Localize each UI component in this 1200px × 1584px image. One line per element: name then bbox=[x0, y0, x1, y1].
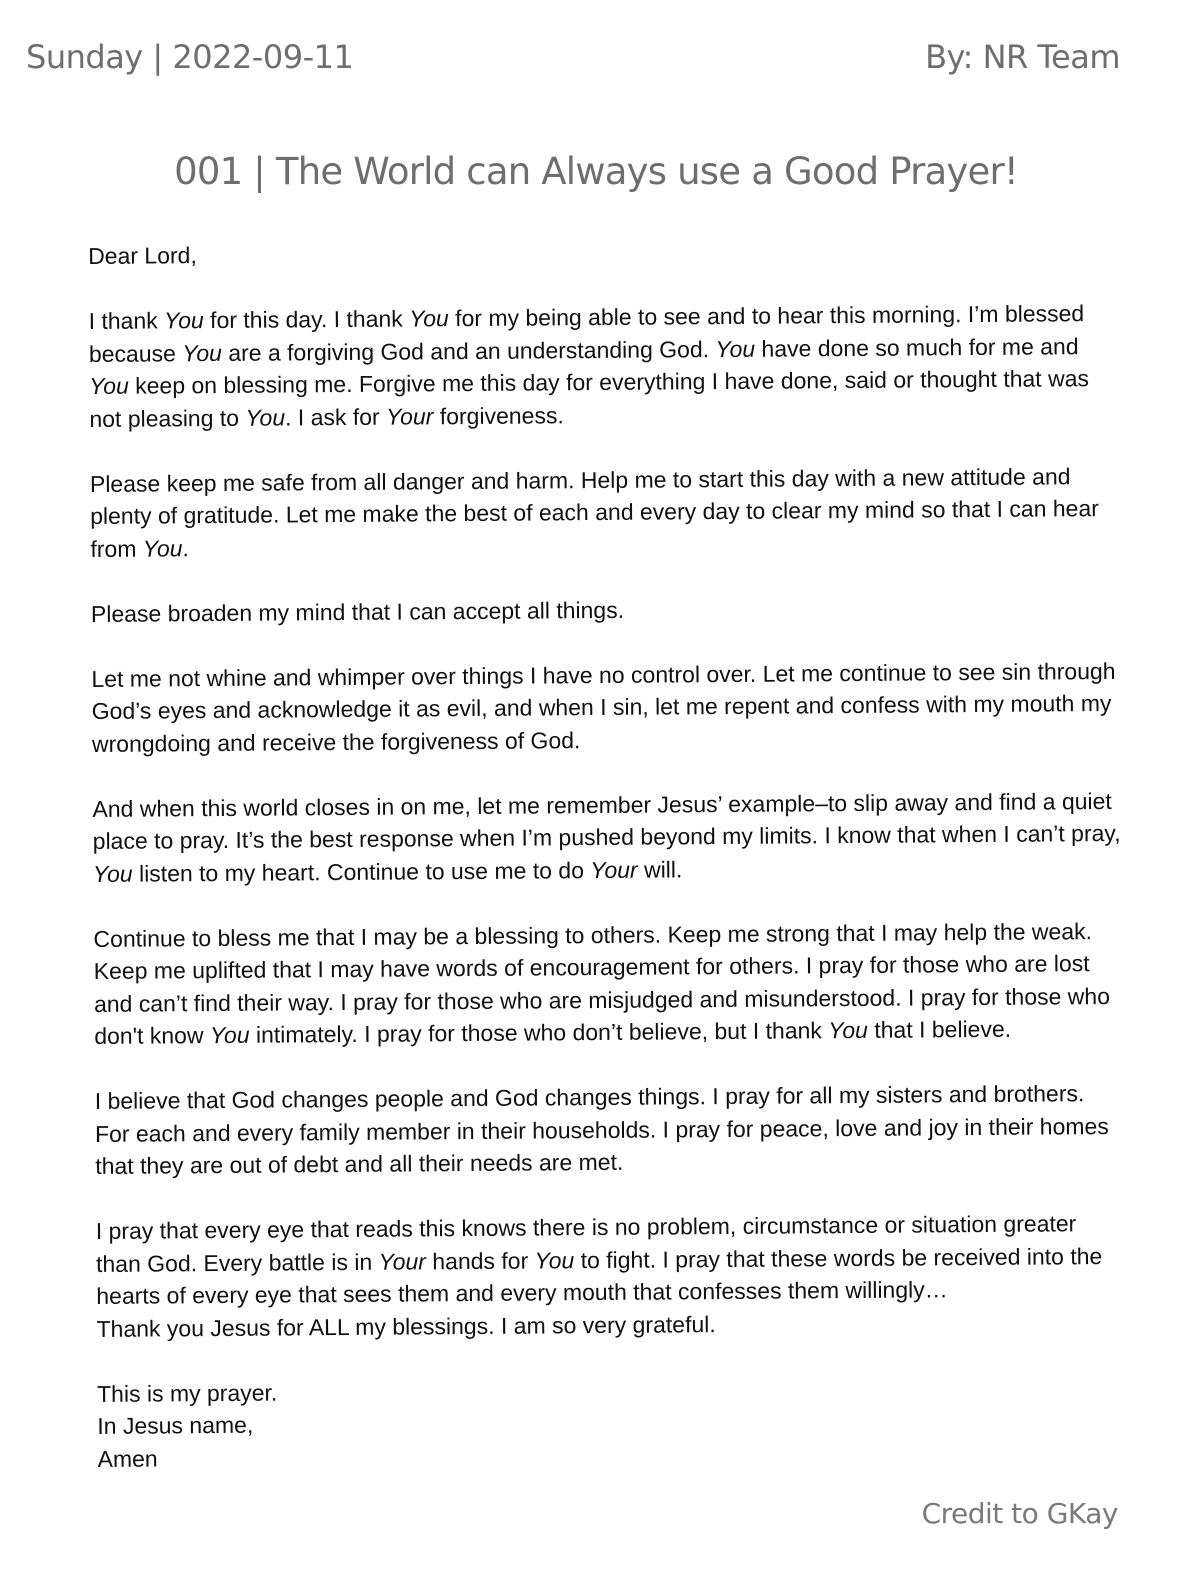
emphasized-word: You bbox=[209, 1021, 250, 1049]
text-run: And when this world closes in on me, let me remember Jesus’ example–to slip away and find a quiet place to pray. It’s the best response when I’m pushed beyond my limits. I know that when I can’t pray, bbox=[92, 787, 1121, 854]
closing-line: In Jesus name, bbox=[97, 1411, 254, 1439]
prayer-paragraph bbox=[96, 1207, 1127, 1313]
text-run: intimately. I pray for those who don’t believe, but I thank bbox=[249, 1017, 829, 1048]
post-date: Sunday | 2022-09-11 bbox=[26, 38, 354, 76]
text-run: have done so much for me and bbox=[755, 332, 1079, 362]
text-run: Please keep me safe from all danger and harm. Help me to start this day with a new attitude and plenty of gratitude. Let me make the best of each and every day to clear my mind so that I can hear from bbox=[89, 462, 1099, 562]
emphasized-word: You bbox=[245, 403, 286, 431]
salutation: Dear Lord, bbox=[88, 242, 197, 269]
emphasized-word: You bbox=[828, 1016, 869, 1044]
page-title: 001 | The World can Always use a Good Prayer! bbox=[174, 150, 1018, 193]
emphasized-word: You bbox=[92, 860, 133, 887]
closing-line: This is my prayer. bbox=[96, 1379, 278, 1407]
emphasized-word: You bbox=[182, 339, 223, 366]
emphasized-word: You bbox=[89, 372, 129, 399]
emphasized-word: You bbox=[409, 305, 449, 332]
emphasized-word: Your bbox=[385, 402, 434, 430]
prayer-paragraphs bbox=[89, 297, 1127, 1313]
text-run: hands for bbox=[425, 1247, 535, 1274]
text-run: I thank bbox=[88, 307, 165, 334]
prayer-paragraph bbox=[95, 1077, 1126, 1183]
text-run: . bbox=[182, 534, 189, 561]
text-run: Continue to bless me that I may be a blessing to others. Keep me strong that I may help the weak. Keep me uplifted that I may have words of encouragement for others. I pray for those who are lost and can’t find their way. I pray for those who are misjudged and misunderstood. I pray for those who don't know bbox=[93, 917, 1111, 1049]
text-run: are a forgiving God and an understanding God. bbox=[221, 335, 716, 366]
text-run: that I believe. bbox=[867, 1015, 1012, 1043]
text-run: . I ask for bbox=[284, 403, 387, 430]
text-run: I believe that God changes people and God changes things. I pray for all my sisters and brothers. For each and every family member in their households. I pray for peace, love and joy in their homes that they are out of debt and all their needs are met. bbox=[94, 1080, 1109, 1179]
post-author: By: NR Team bbox=[925, 38, 1120, 76]
emphasized-word: Your bbox=[590, 856, 638, 883]
text-run: for my being able to see and to hear this morning. I’m blessed because bbox=[88, 300, 1085, 367]
emphasized-word: Your bbox=[378, 1247, 427, 1275]
text-run: forgiveness. bbox=[433, 401, 564, 429]
text-run: keep on blessing me. Forgive me this day for everything I have done, said or thought that was not pleasing to bbox=[89, 365, 1090, 432]
emphasized-word: You bbox=[142, 534, 183, 562]
closing-line: Amen bbox=[97, 1444, 158, 1472]
prayer-paragraph bbox=[89, 297, 1120, 435]
prayer-paragraph bbox=[92, 784, 1123, 890]
emphasized-word: You bbox=[534, 1246, 575, 1274]
emphasized-word: You bbox=[715, 335, 756, 362]
prayer-letter bbox=[88, 232, 1128, 1475]
prayer-paragraph bbox=[91, 654, 1122, 760]
text-run: for this day. I thank bbox=[203, 305, 410, 334]
text-run: will. bbox=[637, 855, 683, 883]
text-run: to fight. I pray that these words be received into the hearts of every eye that sees them and every mouth that confesses them willingly… bbox=[96, 1242, 1103, 1309]
thanks-line: Thank you Jesus for ALL my blessings. I am so very grateful. bbox=[96, 1310, 716, 1342]
prayer-paragraph bbox=[93, 914, 1124, 1052]
credit-text: Credit to GKay bbox=[921, 1497, 1118, 1530]
text-run: Let me not whine and whimper over things I have no control over. Let me continue to see sin through God’s eyes and acknowledge it as evil, and when I sin, let me repent and confess with my mouth my wrongdoing and receive the forgiveness of God. bbox=[91, 657, 1116, 757]
emphasized-word: You bbox=[163, 307, 204, 334]
closing-block bbox=[97, 1369, 1128, 1475]
prayer-paragraph bbox=[90, 459, 1121, 565]
text-run: I pray that every eye that reads this knows there is no problem, circumstance or situation greater than God. Every battle is in bbox=[95, 1210, 1077, 1277]
prayer-paragraph bbox=[91, 589, 1121, 630]
text-run: Please broaden my mind that I can accept all things. bbox=[90, 596, 625, 627]
text-run: listen to my heart. Continue to use me to do bbox=[132, 856, 591, 887]
